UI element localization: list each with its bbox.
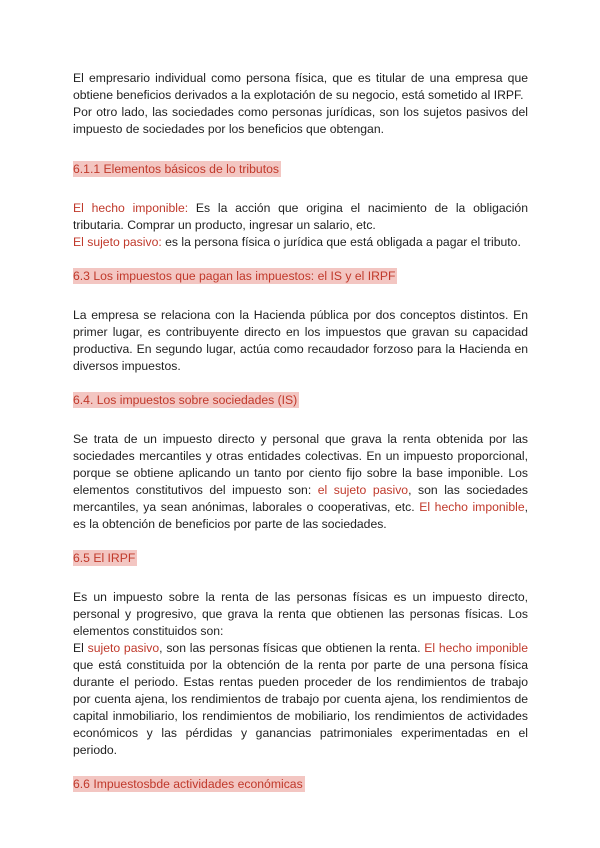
hecho-imponible-term: El hecho imponible: [73, 201, 189, 215]
s64-hecho-term: El hecho imponible [419, 500, 525, 514]
section-6-3-paragraph: La empresa se relaciona con la Hacienda pública por dos conceptos distintos. En primer lugar, es contribuyente directo en los impuestos que gravan su capacidad productiva. En segundo lugar, actúa como recaudador forzoso para la Hacienda en diversos impuestos. [73, 308, 528, 373]
section-heading-6-5: 6.5 El IRPF [73, 551, 136, 565]
hecho-imponible-definition [73, 200, 528, 234]
s64-text-a: Se trata de un impuesto directo y personal que grava la renta obtenida por las sociedades mercantiles y otras entidades colectivas. En un impuesto proporcional, porque se obtiene aplicando un tanto por ciento fijo sobre la base imponible. Los elementos constitutivos del impuesto son: [73, 432, 528, 497]
document-page [73, 70, 528, 793]
section-heading-6-1-1: 6.1.1 Elementos básicos de lo tributos [73, 162, 279, 176]
section-heading-6-6: 6.6 Impuestosbde actividades económicas [73, 777, 303, 791]
s65-hecho-term: El hecho imponible [424, 641, 529, 655]
intro-paragraph-2: Por otro lado, las sociedades como personas jurídicas, son los sujetos pasivos del impuesto de sociedades por los beneficios que obtengan. [73, 105, 528, 136]
s64-text-b: , son las sociedades mercantiles, ya sean anónimas, laborales o cooperativas, etc. [73, 483, 528, 514]
intro-paragraph-1: El empresario individual como persona física, que es titular de una empresa que obtiene beneficios derivados a la explotación de su negocio, está sometido al IRPF. [73, 71, 528, 102]
s65-sujeto-term: sujeto pasivo [87, 641, 160, 655]
section-heading-6-3: 6.3 Los impuestos que pagan las impuestos: el IS y el IRPF [73, 269, 396, 283]
section-heading-6-4: 6.4. Los impuestos sobre sociedades (IS) [73, 393, 298, 407]
section-6-5-paragraph-2 [73, 640, 528, 759]
s65-text-c: que está constituida por la obtención de la renta por parte de una persona física durante el periodo. Estas rentas pueden proceder de los rendimientos de trabajo por cuenta ajena, los rendimientos de trabajo por cuenta ajena, los rendimientos de capital inmobiliario, los rendimientos de mobiliario, los rendimientos de actividades económicos y las pérdidas y ganancias patrimoniales experimentadas en el periodo. [73, 658, 528, 757]
section-6-4-paragraph [73, 431, 528, 533]
s64-text-c: , es la obtención de beneficios por parte de las sociedades. [73, 500, 529, 531]
s64-sujeto-term: el sujeto pasivo [317, 483, 409, 497]
sujeto-pasivo-term: El sujeto pasivo: [73, 235, 162, 249]
hecho-imponible-text: Es la acción que origina el nacimiento de la obligación tributaria. Comprar un producto, ingresar un salario, etc. [73, 201, 528, 232]
sujeto-pasivo-text: es la persona física o jurídica que está obligada a pagar el tributo. [161, 235, 521, 249]
sujeto-pasivo-definition [73, 234, 528, 251]
s65-text-b: , son las personas físicas que obtienen la renta. [159, 641, 425, 655]
section-6-5-paragraph-1: Es un impuesto sobre la renta de las personas físicas es un impuesto directo, personal y progresivo, que grava la renta que obtienen las personas físicas. Los elementos constituidos son: [73, 590, 528, 638]
s65-lead: El [73, 641, 88, 655]
